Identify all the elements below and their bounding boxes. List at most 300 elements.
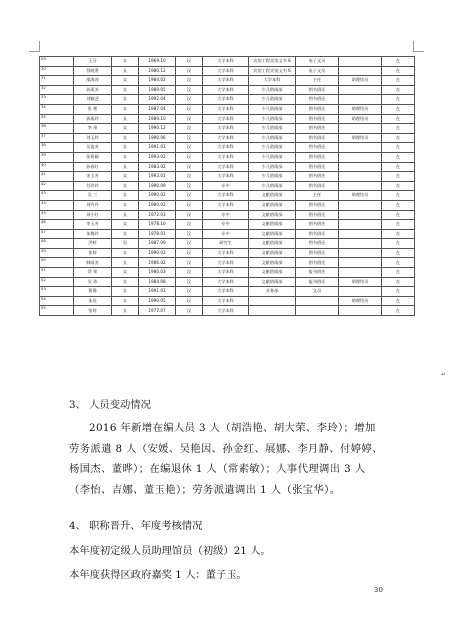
table-cell: 在 [382, 95, 415, 105]
table-cell: 汉 [176, 124, 203, 134]
table-cell: 1989.05 [139, 85, 176, 95]
table-cell: 文献借阅部 [249, 200, 296, 210]
table-cell: 蔡 荣 [74, 268, 112, 278]
table-cell: 大学本科 [203, 85, 249, 95]
table-cell [339, 181, 382, 191]
table-cell: 少儿借阅部 [249, 114, 296, 124]
table-row [40, 200, 415, 210]
table-cell: 在 [382, 104, 415, 114]
table-cell: 在 [382, 200, 415, 210]
section-4-heading: 4、 职称晋升、年度考核情况 [69, 520, 203, 532]
table-cell: 31 [40, 76, 74, 86]
table-cell: 1993.02 [139, 152, 176, 162]
table-cell: 大学本科 [203, 277, 249, 287]
table-cell: 女 [112, 306, 139, 316]
table-cell: 49 [40, 248, 74, 258]
table-cell: 39 [40, 152, 74, 162]
table-cell: 汉 [176, 95, 203, 105]
table-cell: 1986.02 [139, 258, 176, 268]
table-cell: 45 [40, 210, 74, 220]
table-cell: 大学本科 [203, 306, 249, 316]
table-cell: 图书借还 [296, 162, 339, 172]
table-cell [339, 143, 382, 153]
table-cell: 电子文员 [296, 66, 339, 76]
table-cell: 汉 [176, 258, 203, 268]
table-cell: 女 [112, 200, 139, 210]
table-cell: 1991.01 [139, 143, 176, 153]
table-cell: 汉 [176, 143, 203, 153]
table-cell: 在 [382, 57, 415, 67]
table-cell: 宾馆工程宾馆文书 6 [249, 66, 296, 76]
table-cell: 图书借还 [296, 143, 339, 153]
table-cell: 汉 [176, 248, 203, 258]
table-cell: 女 [112, 162, 139, 172]
table-cell: 宾馆工程宾馆文书 6 [249, 57, 296, 67]
table-cell: 1987.04 [139, 104, 176, 114]
table-cell: 女 [112, 268, 139, 278]
table-cell [339, 172, 382, 182]
table-cell: 在 [382, 181, 415, 191]
table-cell [339, 306, 382, 316]
table-cell: 女 [112, 248, 139, 258]
table-cell: 大学本科 [203, 152, 249, 162]
table-row [40, 114, 415, 124]
crop-mark-top-left [29, 41, 40, 52]
table-cell: 少儿借阅部 [249, 124, 296, 134]
table-cell: 少儿借阅部 [249, 143, 296, 153]
table-cell: 报刊借还 [296, 268, 339, 278]
table-cell [339, 287, 382, 297]
table-cell: 大学本科 [203, 66, 249, 76]
table-cell: 图书借还 [296, 220, 339, 230]
table-cell: 吴 玮 [74, 277, 112, 287]
table-cell: 1978.10 [139, 220, 176, 230]
table-cell: 图书借还 [296, 85, 339, 95]
table-cell: 54 [40, 296, 74, 306]
table-cell: 付玲玲 [74, 181, 112, 191]
table-cell: 男 [112, 239, 139, 249]
table-cell: 大学本科 [203, 57, 249, 67]
table-cell: 在 [382, 76, 415, 86]
table-row [40, 133, 415, 143]
table-cell: 1990.05 [139, 296, 176, 306]
table-cell: 少儿借阅部 [249, 172, 296, 182]
table-row [40, 95, 415, 105]
table-row [40, 76, 415, 86]
table-cell: 1980.12 [139, 66, 176, 76]
table-cell: 汉 [176, 181, 203, 191]
table-cell: 汉 [176, 296, 203, 306]
table-cell: 图书借还 [296, 181, 339, 191]
table-cell: 在 [382, 162, 415, 172]
table-cell: 女 [112, 124, 139, 134]
table-cell: 女 [112, 57, 139, 67]
table-cell: 55 [40, 306, 74, 316]
table-cell: 文员 [296, 287, 339, 297]
table-cell: 女 [112, 143, 139, 153]
table-cell: 在 [382, 268, 415, 278]
table-cell: 43 [40, 191, 74, 201]
table-cell: 图书借还 [296, 114, 339, 124]
table-cell: 刘小红 [74, 210, 112, 220]
table-cell: 44 [40, 200, 74, 210]
table-cell [339, 268, 382, 278]
table-cell: 汉 [176, 172, 203, 182]
table-row [40, 287, 415, 297]
table-cell: 图书借还 [296, 200, 339, 210]
table-cell: 41 [40, 172, 74, 182]
table-cell: 汉 [176, 268, 203, 278]
table-cell: 汉 [176, 287, 203, 297]
table-cell: 文献借阅部 [249, 191, 296, 201]
table-cell: 大学本科 [203, 172, 249, 182]
table-cell: 文献借阅部 [249, 248, 296, 258]
table-cell: 洪辉 [74, 239, 112, 249]
table-cell: 大学本科 [203, 95, 249, 105]
table-cell: 文献借阅部 [249, 210, 296, 220]
section-3-heading: 3、 人员变动情况 [69, 399, 151, 411]
table-cell: 52 [40, 277, 74, 287]
table-cell: 在 [382, 210, 415, 220]
table-cell [339, 152, 382, 162]
table-cell: 在 [382, 152, 415, 162]
table-cell [339, 95, 382, 105]
table-cell: 在 [382, 133, 415, 143]
table-cell: 女 [112, 296, 139, 306]
table-cell: 女 [112, 181, 139, 191]
table-cell [249, 306, 296, 316]
table-row [40, 85, 415, 95]
table-cell: 宋玉芳 [74, 172, 112, 182]
table-cell: 大学本科 [203, 143, 249, 153]
table-cell: 少儿借阅部 [249, 85, 296, 95]
table-cell: 35 [40, 114, 74, 124]
table-cell: 文献借阅部 [249, 268, 296, 278]
table-cell: 36 [40, 124, 74, 134]
table-cell: 助理馆员 [339, 76, 382, 86]
table-cell: 1992.04 [139, 95, 176, 105]
table-cell: 1978.01 [139, 229, 176, 239]
table-cell: 李玉芳 [74, 220, 112, 230]
section-3-body: 2016 年新增在编人员 3 人（胡浩艳、胡大荣、李玲）；增加劳务派遣 8 人（安媛、吴艳因、孙金红、展娜、李月静、付婷婷、杨国杰、董晔）；在编退休 1 人（常素敏）；人事代理调出 3 人（李怡、吉娜、董玉艳）；劳务派遣调出 1 人（张宝华）。 [69, 422, 383, 496]
table-cell: 在 [382, 248, 415, 258]
table-cell: 汉 [176, 114, 203, 124]
table-cell: 1972.03 [139, 210, 176, 220]
table-cell: 32 [40, 85, 74, 95]
table-row [40, 296, 415, 306]
table-cell: 助理馆员 [339, 191, 382, 201]
table-cell: 女 [112, 114, 139, 124]
table-cell: 在 [382, 191, 415, 201]
table-cell: 大学本科 [203, 191, 249, 201]
table-cell: 大学本科 [203, 114, 249, 124]
table-cell: 在 [382, 277, 415, 287]
table-cell: 图书借还 [296, 124, 339, 134]
table-cell: 刘玉玲 [74, 133, 112, 143]
table-cell: 女 [112, 229, 139, 239]
table-cell: 1977.07 [139, 306, 176, 316]
table-cell: 张莉颖 [74, 152, 112, 162]
table-cell [249, 296, 296, 306]
table-cell [296, 306, 339, 316]
table-cell: 图书借还 [296, 210, 339, 220]
table-cell: 女 [112, 287, 139, 297]
table-cell: 1990.03 [139, 248, 176, 258]
table-cell: 专中 [203, 220, 249, 230]
table-cell [339, 220, 382, 230]
table-row [40, 162, 415, 172]
table-cell: 51 [40, 268, 74, 278]
table-row [40, 181, 415, 191]
table-cell [339, 162, 382, 172]
table-cell: 助理馆员 [339, 296, 382, 306]
table-cell: 曹静 [74, 287, 112, 297]
table-cell: 韩雨芳 [74, 258, 112, 268]
table-cell: 张婷 [74, 248, 112, 258]
table-cell: 助理馆员 [339, 114, 382, 124]
table-row [40, 258, 415, 268]
table-cell: 孙燕芳 [74, 85, 112, 95]
table-cell: 专中 [203, 210, 249, 220]
table-cell [339, 200, 382, 210]
table-cell: 汉 [176, 220, 203, 230]
table-cell: 大学本科 [203, 133, 249, 143]
table-cell: 1990.12 [139, 124, 176, 134]
table-cell: 在 [382, 66, 415, 76]
table-cell: 1983.02 [139, 162, 176, 172]
table-cell: 文献借阅部 [249, 239, 296, 249]
table-cell: 图书借还 [296, 229, 339, 239]
table-cell: 刘颖芝 [74, 95, 112, 105]
table-cell: 48 [40, 239, 74, 249]
table-cell: 汉 [176, 104, 203, 114]
table-cell: 少儿借阅部 [249, 133, 296, 143]
table-cell: 46 [40, 220, 74, 230]
table-cell: 助理馆员 [339, 277, 382, 287]
paragraph-mark-icon: ↵ [441, 371, 447, 378]
table-row [40, 57, 415, 67]
table-cell: 朱梅玲 [74, 229, 112, 239]
table-cell: 大学本科 [203, 287, 249, 297]
table-cell: 1984.02 [139, 76, 176, 86]
table-cell [339, 124, 382, 134]
table-cell: 汉 [176, 229, 203, 239]
table-cell [339, 239, 382, 249]
table-cell: 孙春红 [74, 162, 112, 172]
table-cell: 电子文员 [296, 57, 339, 67]
table-cell: 1991.01 [139, 287, 176, 297]
table-row [40, 66, 415, 76]
table-cell: 图书借还 [296, 152, 339, 162]
table-cell: 汉 [176, 133, 203, 143]
table-cell: 1987.09 [139, 239, 176, 249]
table-cell: 33 [40, 95, 74, 105]
table-cell: 1990.09 [139, 181, 176, 191]
crop-mark-top-right [413, 41, 424, 52]
table-cell: 汉 [176, 210, 203, 220]
table-cell: 在 [382, 258, 415, 268]
table-cell: 1980.02 [139, 200, 176, 210]
table-row [40, 124, 415, 134]
table-row [40, 277, 415, 287]
table-cell: 郭燕玲 [74, 114, 112, 124]
table-cell: 女 [112, 220, 139, 230]
table-cell: 女 [112, 85, 139, 95]
table-row [40, 104, 415, 114]
table-cell: 汉 [176, 162, 203, 172]
table-cell: 女 [112, 258, 139, 268]
table-cell: 文献借阅部 [249, 220, 296, 230]
table-cell: 女 [112, 104, 139, 114]
table-cell: 助理馆员 [339, 104, 382, 114]
table-cell: 大学本科 [203, 104, 249, 114]
table-cell: 张婷 [74, 306, 112, 316]
table-cell [339, 85, 382, 95]
table-cell: 少儿借阅部 [249, 95, 296, 105]
table-cell: 40 [40, 162, 74, 172]
table-cell: 女 [112, 152, 139, 162]
table-cell: 女 [112, 191, 139, 201]
table-cell: 汉 [176, 152, 203, 162]
table-cell: 少儿借阅部 [249, 162, 296, 172]
table-cell: 汉 [176, 239, 203, 249]
table-cell: 主任 [296, 191, 339, 201]
table-cell: 女 [112, 66, 139, 76]
table-cell: 文献借阅部 [249, 229, 296, 239]
table-cell: 1990.06 [139, 133, 176, 143]
table-cell: 蔡晓菁 [74, 66, 112, 76]
table-cell: 李 琼 [74, 124, 112, 134]
table-cell: 1993.01 [139, 172, 176, 182]
table-cell: 42 [40, 181, 74, 191]
table-cell: 女 [112, 277, 139, 287]
table-cell: 在 [382, 124, 415, 134]
table-cell: 在 [382, 229, 415, 239]
table-cell: 报刊借还 [296, 277, 339, 287]
table-cell: 图书借还 [296, 172, 339, 182]
table-cell: 汉 [176, 57, 203, 67]
table-cell: 大学本科 [203, 258, 249, 268]
table-cell: 刘丹丹 [74, 200, 112, 210]
table-cell: 女 [112, 133, 139, 143]
table-cell: 在 [382, 114, 415, 124]
table-cell: 汉 [176, 76, 203, 86]
table-cell: 大学本科 [203, 124, 249, 134]
table-cell: 1980.03 [139, 268, 176, 278]
table-cell: 汉 [176, 306, 203, 316]
table-cell: 文献借阅部 [249, 258, 296, 268]
table-cell: 大学本科 [203, 200, 249, 210]
table-cell: 少儿借阅部 [249, 152, 296, 162]
table-cell: 汉 [176, 200, 203, 210]
table-cell: 主任 [296, 76, 339, 86]
table-cell: 王芬 [74, 57, 112, 67]
table-cell: 吴 三 [74, 191, 112, 201]
table-cell: 在 [382, 85, 415, 95]
table-cell [339, 258, 382, 268]
table-cell: 助理馆员 [339, 133, 382, 143]
table-cell: 29 [40, 57, 74, 67]
table-cell [339, 210, 382, 220]
table-cell: 34 [40, 104, 74, 114]
table-cell: 大学本科 [203, 76, 249, 86]
table-cell: 文献借阅部 [249, 277, 296, 287]
table-cell [339, 57, 382, 67]
page-number: 30 [374, 586, 383, 594]
table-cell: 吴姿芳 [74, 143, 112, 153]
section-4-line-2: 本年度获得区政府嘉奖 1 人：董子玉。 [69, 569, 247, 581]
table-cell: 汉 [176, 66, 203, 76]
table-cell: 38 [40, 143, 74, 153]
table-cell: 在 [382, 172, 415, 182]
table-row [40, 220, 415, 230]
table-cell: 在 [382, 239, 415, 249]
table-cell: 图书借还 [296, 95, 339, 105]
table-row [40, 172, 415, 182]
table-row [40, 152, 415, 162]
table-cell: 汉 [176, 277, 203, 287]
table-cell: 女 [112, 76, 139, 86]
table-cell: 大学本科 [249, 76, 296, 86]
table-cell: 1989.10 [139, 114, 176, 124]
table-cell: 53 [40, 287, 74, 297]
table-cell: 大学本科 [203, 296, 249, 306]
table-cell: 研究生 [203, 239, 249, 249]
table-cell [339, 229, 382, 239]
table-cell [339, 248, 382, 258]
table-cell: 30 [40, 66, 74, 76]
table-row [40, 143, 415, 153]
table-row [40, 268, 415, 278]
table-cell: 专中 [203, 181, 249, 191]
table-row [40, 210, 415, 220]
table-row [40, 229, 415, 239]
table-cell: 在 [382, 220, 415, 230]
table-cell: 在 [382, 287, 415, 297]
table-cell: 大学本科 [203, 162, 249, 172]
table-cell: 47 [40, 229, 74, 239]
section-4-line-1: 本年度初定级人员助理馆员（初级）21 人。 [69, 545, 271, 557]
table-row [40, 239, 415, 249]
table-cell: 少儿借阅部 [249, 104, 296, 114]
staff-table-body [40, 57, 415, 316]
table-cell: 37 [40, 133, 74, 143]
table-cell: 1984.08 [139, 277, 176, 287]
table-row [40, 306, 415, 316]
table-cell: 在 [382, 306, 415, 316]
table-cell: 专中 [203, 229, 249, 239]
table-cell: 图书借还 [296, 248, 339, 258]
table-cell: 图书借还 [296, 133, 339, 143]
table-cell: 1969.10 [139, 57, 176, 67]
table-cell: 大学本科 [203, 268, 249, 278]
table-cell [339, 66, 382, 76]
table-cell: 邵海涛 [74, 76, 112, 86]
table-cell: 在 [382, 296, 415, 306]
table-cell: 汉 [176, 85, 203, 95]
table-cell: 图书借还 [296, 239, 339, 249]
table-cell: 50 [40, 258, 74, 268]
table-cell: 女 [112, 210, 139, 220]
table-cell: 张 艳 [74, 104, 112, 114]
table-cell: 业务部 [249, 287, 296, 297]
table-cell: 1990.02 [139, 191, 176, 201]
table-cell: 汉 [176, 191, 203, 201]
table-cell: 女 [112, 95, 139, 105]
table-cell [296, 296, 339, 306]
table-cell: 朱佳 [74, 296, 112, 306]
table-row [40, 191, 415, 201]
